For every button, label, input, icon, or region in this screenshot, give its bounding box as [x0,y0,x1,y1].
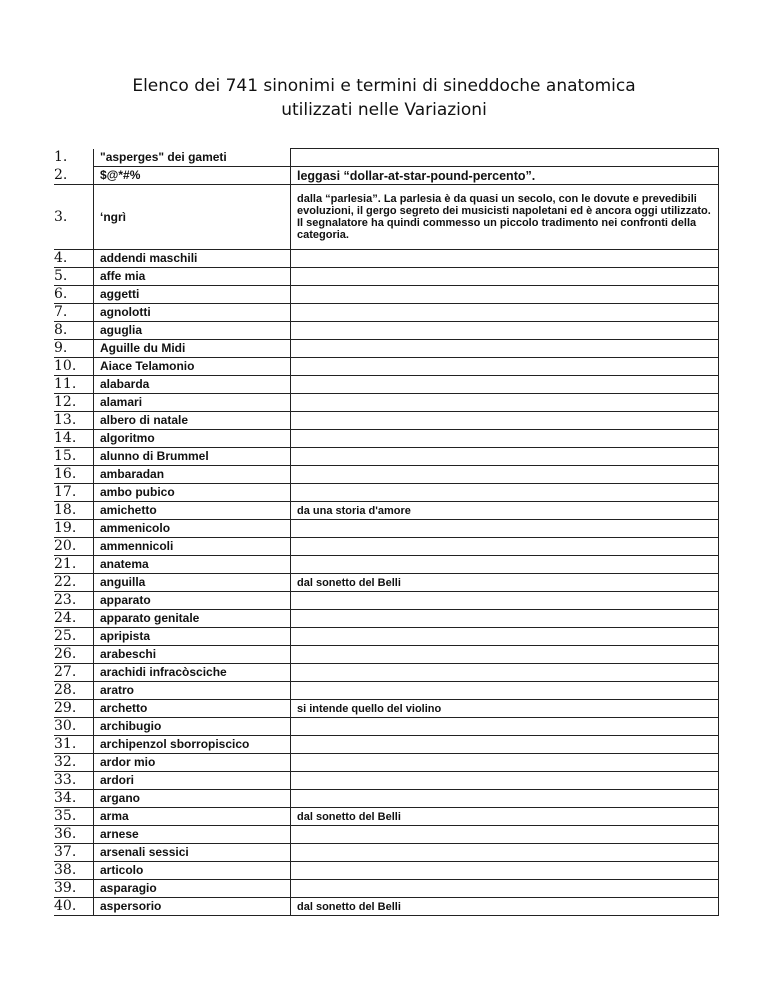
row-number: 18. [54,502,94,520]
term-cell: arabeschi [94,646,291,664]
table-row [54,448,719,466]
term-cell: albero di natale [94,412,291,430]
note-cell [291,772,719,790]
table-row [54,538,719,556]
row-number: 23. [54,592,94,610]
row-number: 16. [54,466,94,484]
row-number: 27. [54,664,94,682]
note-cell [291,322,719,340]
row-number: 14. [54,430,94,448]
note-cell [291,149,719,167]
table-row [54,592,719,610]
term-cell: ardor mio [94,754,291,772]
term-cell: ardori [94,772,291,790]
term-cell: apripista [94,628,291,646]
note-cell [291,862,719,880]
table-row [54,790,719,808]
term-cell: aratro [94,682,291,700]
term-cell: alunno di Brummel [94,448,291,466]
note-cell: si intende quello del violino [291,700,719,718]
table-row [54,520,719,538]
row-number: 20. [54,538,94,556]
term-cell: affe mia [94,268,291,286]
row-number: 34. [54,790,94,808]
note-cell [291,412,719,430]
row-number: 10. [54,358,94,376]
term-cell: argano [94,790,291,808]
row-number: 13. [54,412,94,430]
note-cell [291,610,719,628]
note-cell [291,754,719,772]
term-cell: ammenicolo [94,520,291,538]
note-cell: da una storia d'amore [291,502,719,520]
table-row [54,250,719,268]
row-number: 38. [54,862,94,880]
table-row [54,610,719,628]
table-row [54,340,719,358]
row-number: 33. [54,772,94,790]
row-number: 7. [54,304,94,322]
note-cell [291,790,719,808]
table-row [54,556,719,574]
table-row [54,430,719,448]
table-row [54,286,719,304]
note-cell [291,538,719,556]
row-number: 36. [54,826,94,844]
term-cell: arma [94,808,291,826]
term-cell: ‘ngrì [94,185,291,250]
row-number: 12. [54,394,94,412]
row-number: 2. [54,167,94,185]
table-row [54,772,719,790]
row-number: 17. [54,484,94,502]
row-number: 22. [54,574,94,592]
row-number: 21. [54,556,94,574]
note-cell [291,430,719,448]
term-cell: asparagio [94,880,291,898]
row-number: 30. [54,718,94,736]
table-row [54,664,719,682]
note-cell [291,556,719,574]
note-cell [291,484,719,502]
term-cell: arnese [94,826,291,844]
table-row [54,358,719,376]
term-cell: alamari [94,394,291,412]
table-row [54,149,719,167]
term-cell: Aiace Telamonio [94,358,291,376]
note-cell [291,592,719,610]
term-cell: amichetto [94,502,291,520]
table-row [54,412,719,430]
row-number: 37. [54,844,94,862]
note-cell [291,646,719,664]
table-row [54,376,719,394]
table-row [54,304,719,322]
term-cell: Aguille du Midi [94,340,291,358]
table-row [54,826,719,844]
row-number: 6. [54,286,94,304]
term-cell: archipenzol sborropiscico [94,736,291,754]
term-cell: addendi maschili [94,250,291,268]
table-row [54,898,719,916]
note-cell: dalla “parlesia”. La parlesia è da quasi un secolo, con le dovute e prevedibili evoluzioni, il gergo segreto dei musicisti napoletani ed è ancora oggi utilizzato. Il segnalatore ha quindi commesso un piccolo tradimento nei confronti della categoria. [291,185,719,250]
table-row [54,808,719,826]
row-number: 26. [54,646,94,664]
note-cell [291,340,719,358]
term-cell: "asperges" dei gameti [94,149,291,167]
table-row [54,185,719,250]
row-number: 19. [54,520,94,538]
note-cell [291,682,719,700]
table-row [54,862,719,880]
note-cell: dal sonetto del Belli [291,808,719,826]
note-cell [291,718,719,736]
term-cell: anatema [94,556,291,574]
row-number: 25. [54,628,94,646]
term-cell: apparato genitale [94,610,291,628]
table-row [54,466,719,484]
note-cell [291,466,719,484]
table-row [54,502,719,520]
row-number: 31. [54,736,94,754]
table-row [54,754,719,772]
term-cell: apparato [94,592,291,610]
term-cell: archibugio [94,718,291,736]
table-row [54,700,719,718]
term-cell: arsenali sessici [94,844,291,862]
note-cell [291,358,719,376]
row-number: 29. [54,700,94,718]
row-number: 32. [54,754,94,772]
note-cell [291,250,719,268]
row-number: 5. [54,268,94,286]
title-line-1: Elenco dei 741 sinonimi e termini di sineddoche anatomica [132,76,636,96]
note-cell [291,664,719,682]
note-cell [291,826,719,844]
note-cell [291,520,719,538]
term-cell: ambaradan [94,466,291,484]
row-number: 15. [54,448,94,466]
row-number: 24. [54,610,94,628]
term-cell: anguilla [94,574,291,592]
table-row [54,718,719,736]
term-cell: $@*#% [94,167,291,185]
row-number: 39. [54,880,94,898]
row-number: 28. [54,682,94,700]
table-row [54,682,719,700]
term-cell: algoritmo [94,430,291,448]
row-number: 9. [54,340,94,358]
note-cell [291,268,719,286]
table-row [54,574,719,592]
table-row [54,484,719,502]
term-cell: ammennicoli [94,538,291,556]
synonym-table [54,148,719,916]
table-row [54,844,719,862]
term-cell: aguglia [94,322,291,340]
table-row [54,167,719,185]
term-cell: archetto [94,700,291,718]
term-cell: alabarda [94,376,291,394]
table-row [54,646,719,664]
note-cell [291,448,719,466]
note-cell [291,844,719,862]
row-number: 11. [54,376,94,394]
table-row [54,268,719,286]
term-cell: articolo [94,862,291,880]
note-cell [291,880,719,898]
row-number: 40. [54,898,94,916]
term-cell: agnolotti [94,304,291,322]
note-cell: dal sonetto del Belli [291,898,719,916]
row-number: 4. [54,250,94,268]
row-number: 1. [54,149,68,165]
table-row [54,880,719,898]
note-cell [291,736,719,754]
table-row [54,394,719,412]
document-title [0,74,768,122]
term-cell: aggetti [94,286,291,304]
term-cell: aspersorio [94,898,291,916]
title-line-2: utilizzati nelle Variazioni [281,100,487,120]
note-cell: leggasi “dollar-at-star-pound-percento”. [291,167,719,185]
note-cell [291,394,719,412]
note-cell: dal sonetto del Belli [291,574,719,592]
table-row [54,322,719,340]
note-cell [291,376,719,394]
note-cell [291,286,719,304]
row-number: 3. [54,185,94,250]
table-row [54,628,719,646]
row-number: 35. [54,808,94,826]
term-cell: arachidi infracòsciche [94,664,291,682]
note-cell [291,304,719,322]
note-cell [291,628,719,646]
table-row [54,736,719,754]
row-number: 8. [54,322,94,340]
term-cell: ambo pubico [94,484,291,502]
